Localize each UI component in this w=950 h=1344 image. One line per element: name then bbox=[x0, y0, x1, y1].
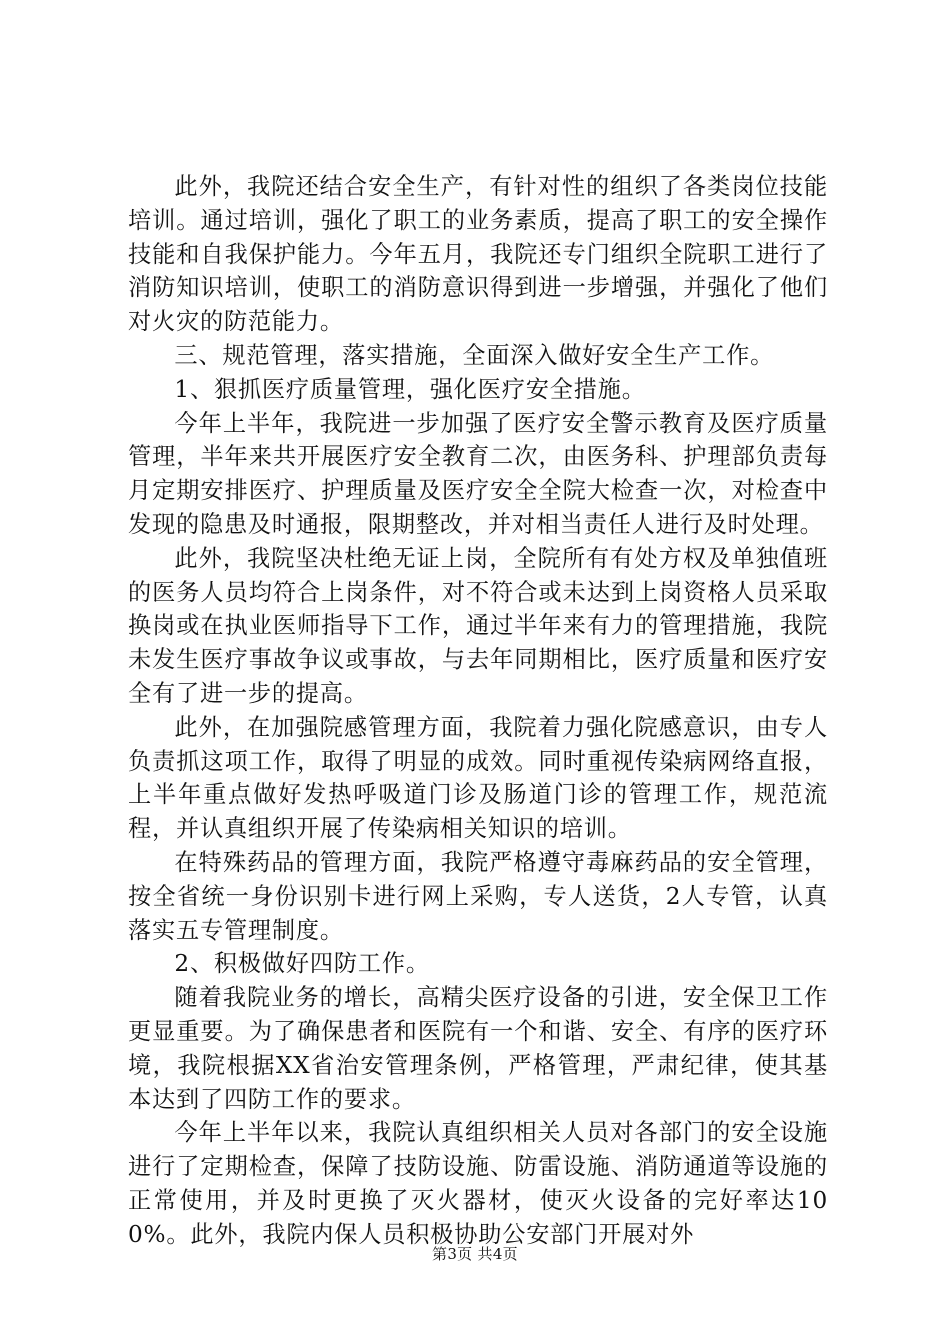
paragraph-security: 随着我院业务的增长，高精尖医疗设备的引进，安全保卫工作更显重要。为了确保患者和医院有一个和谐、安全、有序的医疗环境，我院根据XX省治安管理条例，严格管理，严肃纪律，使其基本达到了四防工作的要求。 bbox=[128, 984, 828, 1113]
paragraph-inspection: 今年上半年以来，我院认真组织相关人员对各部门的安全设施进行了定期检查，保障了技防设施、防雷设施、消防通道等设施的正常使用，并及时更换了灭火器材，使灭火设备的完好率达100%。此外，我院内保人员积极协助公安部门开展对外 bbox=[128, 1119, 828, 1248]
paragraph-infection-control: 此外，在加强院感管理方面，我院着力强化院感意识，由专人负责抓这项工作，取得了明显的成效。同时重视传染病网络直报，上半年重点做好发热呼吸道门诊及肠道门诊的管理工作，规范流程，并认真组织开展了传染病相关知识的培训。 bbox=[128, 713, 828, 843]
page-footer: 第3页 共4页 bbox=[432, 1245, 518, 1263]
subheading-1: 1、狠抓医疗质量管理，强化医疗安全措施。 bbox=[174, 375, 646, 403]
paragraph-training: 此外，我院还结合安全生产，有针对性的组织了各类岗位技能培训。通过培训，强化了职工的业务素质，提高了职工的安全操作技能和自我保护能力。今年五月，我院还专门组织全院职工进行了消防知识培训，使职工的消防意识得到进一步增强，并强化了他们对火灾的防范能力。 bbox=[128, 173, 828, 336]
document-body bbox=[128, 170, 828, 1252]
subheading-2: 2、积极做好四防工作。 bbox=[174, 950, 430, 978]
section-heading-3: 三、规范管理，落实措施，全面深入做好安全生产工作。 bbox=[174, 341, 775, 369]
paragraph-medical-quality: 今年上半年，我院进一步加强了医疗安全警示教育及医疗质量管理，半年来共开展医疗安全教育二次，由医务科、护理部负责每月定期安排医疗、护理质量及医疗安全全院大检查一次，对检查中发现的隐患及时通报，限期整改，并对相当责任人进行及时处理。 bbox=[128, 409, 828, 538]
paragraph-certification: 此外，我院坚决杜绝无证上岗，全院所有有处方权及单独值班的医务人员均符合上岗条件，对不符合或未达到上岗资格人员采取换岗或在执业医师指导下工作，通过半年来有力的管理措施，我院未发生医疗事故争议或事故，与去年同期相比，医疗质量和医疗安全有了进一步的提高。 bbox=[128, 544, 828, 707]
paragraph-special-drugs: 在特殊药品的管理方面，我院严格遵守毒麻药品的安全管理，按全省统一身份识别卡进行网上采购，专人送货，2人专管，认真落实五专管理制度。 bbox=[128, 848, 828, 944]
